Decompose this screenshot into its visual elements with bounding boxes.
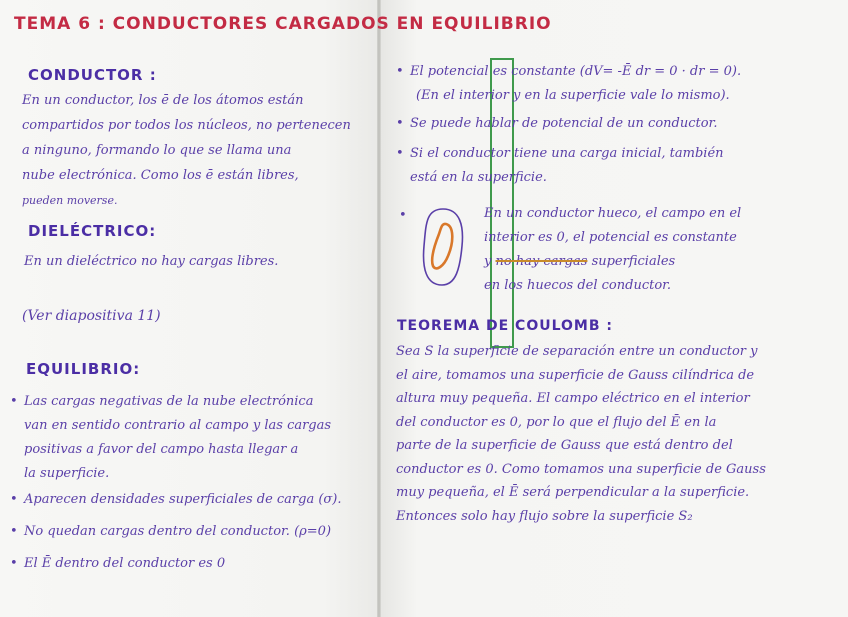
coulomb-line: el aire, tomamos una superficie de Gauss cilíndrica de bbox=[396, 367, 755, 383]
bullet-line: • El Ē dentro del conductor es 0 bbox=[24, 556, 226, 571]
list-item bbox=[396, 60, 741, 108]
conductor-line: compartidos por todos los núcleos, no pertenecen bbox=[22, 118, 351, 133]
bullet-line: van en sentido contrario al campo y las cargas bbox=[24, 418, 332, 433]
bullet-line: • El potencial es constante (dV= -Ē dr = 0 · dr = 0). bbox=[410, 64, 742, 79]
equilibrio-bullets bbox=[10, 390, 342, 576]
list-item bbox=[10, 390, 342, 486]
conductor-line: a ninguno, formando lo que se llama una bbox=[22, 143, 292, 158]
coulomb-line: altura muy pequeña. El campo eléctrico en el interior bbox=[396, 391, 750, 406]
bullet-line: • Se puede hablar de potencial de un conductor. bbox=[410, 116, 718, 131]
hollow-conductor-sketch bbox=[418, 206, 468, 288]
conductor-line: En un conductor, los ē de los átomos están bbox=[22, 93, 304, 108]
coulomb-line: muy pequeña, el Ē será perpendicular a la superficie. bbox=[396, 485, 750, 500]
bullet-line: • Las cargas negativas de la nube electrónica bbox=[24, 394, 314, 409]
hueco-paragraph bbox=[484, 202, 741, 298]
hueco-prefix: y bbox=[484, 254, 492, 269]
bullet-line: • Si el conductor tiene una carga inicial, también bbox=[410, 146, 724, 161]
dielectrico-line: En un dieléctrico no hay cargas libres. bbox=[24, 254, 279, 269]
notebook-spine bbox=[377, 0, 381, 617]
bullet-line: está en la superficie. bbox=[410, 170, 547, 185]
list-item bbox=[396, 142, 741, 190]
bullet-dot: • bbox=[399, 208, 407, 223]
conductor-heading: CONDUCTOR : bbox=[28, 66, 157, 84]
coulomb-paragraph bbox=[396, 340, 766, 528]
hueco-line: En un conductor hueco, el campo en el bbox=[484, 206, 742, 221]
list-item bbox=[10, 520, 342, 544]
coulomb-heading: TEOREMA DE COULOMB : bbox=[397, 318, 613, 334]
bullet-line: (En el interior y en la superficie vale lo mismo). bbox=[416, 88, 730, 103]
coulomb-line: Sea S la superficie de separación entre un conductor y bbox=[396, 344, 758, 359]
list-item bbox=[10, 552, 342, 576]
struck-text: no hay cargas bbox=[495, 254, 588, 269]
coulomb-line: conductor es 0. Como tomamos una superficie de Gauss bbox=[396, 461, 766, 477]
bullet-line: la superficie. bbox=[24, 466, 110, 481]
coulomb-line: parte de la superficie de Gauss que está dentro del bbox=[396, 438, 733, 453]
hueco-line: interior es 0, el potencial es constante bbox=[484, 230, 737, 245]
coulomb-line: Entonces solo hay flujo sobre la superficie S₂ bbox=[396, 508, 693, 524]
bullet-line: • Aparecen densidades superficiales de carga (σ). bbox=[24, 492, 342, 507]
potential-bullets bbox=[396, 60, 741, 190]
hueco-line: en los huecos del conductor. bbox=[484, 278, 672, 293]
bullet-line: positivas a favor del campo hasta llegar a bbox=[24, 442, 299, 457]
conductor-line: pueden moverse. bbox=[22, 194, 118, 207]
hueco-suffix: superficiales bbox=[591, 254, 676, 269]
list-item bbox=[10, 488, 342, 512]
conductor-line: nube electrónica. Como los ē están libres, bbox=[22, 168, 299, 183]
page-title: TEMA 6 : CONDUCTORES CARGADOS EN EQUILIBRIO bbox=[14, 14, 552, 34]
conductor-paragraph bbox=[22, 88, 351, 213]
bullet-line: • No quedan cargas dentro del conductor. (ρ=0) bbox=[24, 524, 332, 539]
equilibrio-heading: EQUILIBRIO: bbox=[26, 360, 141, 378]
ver-diapositiva-note: (Ver diapositiva 11) bbox=[22, 308, 161, 324]
coulomb-line: del conductor es 0, por lo que el flujo del Ē en la bbox=[396, 414, 717, 430]
hueco-line bbox=[484, 250, 741, 274]
list-item bbox=[396, 112, 741, 136]
dielectrico-heading: DIELÉCTRICO: bbox=[28, 222, 157, 240]
